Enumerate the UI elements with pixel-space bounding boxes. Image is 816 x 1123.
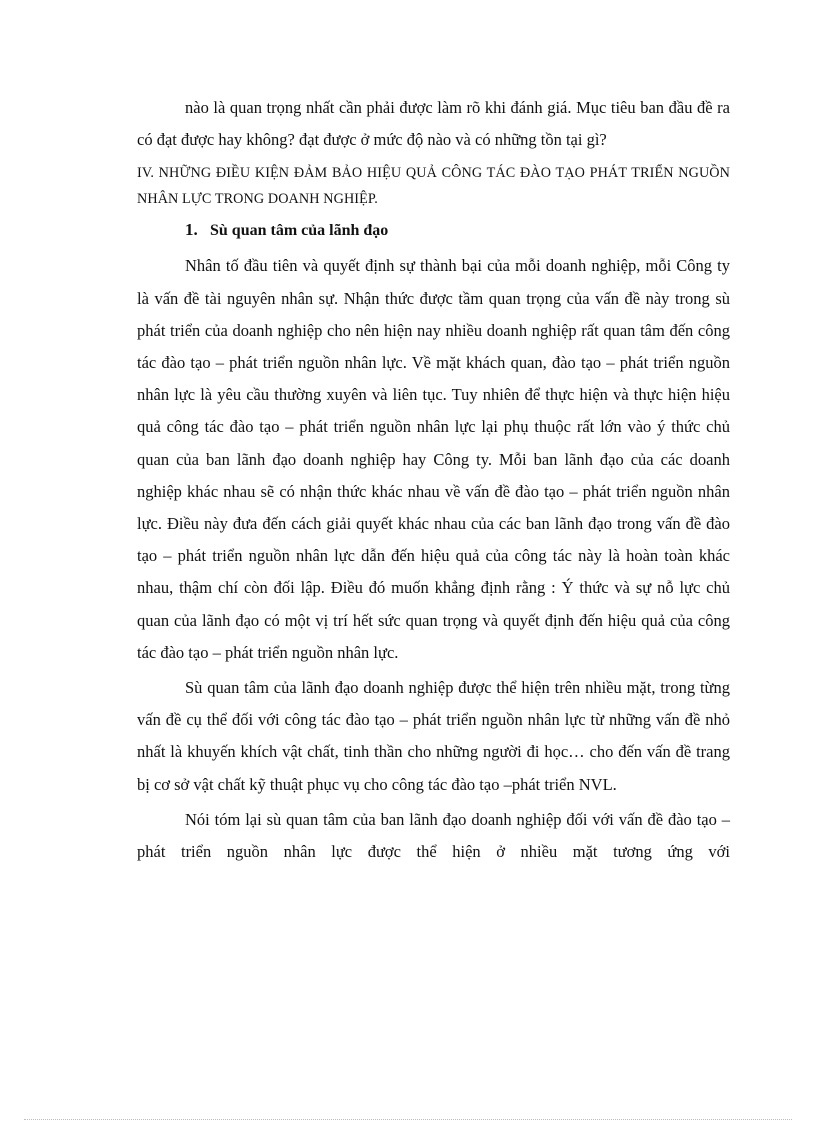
- body-paragraph: Sù quan tâm của lãnh đạo doanh nghiệp được thể hiện trên nhiều mặt, trong từng vấn đề cụ thể đối với công tác đào tạo – phát triển nguồn nhân lực từ những vấn đề nhỏ nhất là khuyến khích vật chất, tinh thần cho những người đi học… cho đến vấn đề trang bị cơ sở vật chất kỹ thuật phục vụ cho công tác đào tạo –phát triển NVL.: [137, 678, 730, 794]
- body-paragraph: Nhân tố đầu tiên và quyết định sự thành bại của mỗi doanh nghiệp, mỗi Công ty là vấn đề tài nguyên nhân sự. Nhận thức được tầm quan trọng của vấn đề này trong sù phát triển của doanh nghiệp cho nên hiện nay nhiều doanh nghiệp rất quan tâm đến công tác đào tạo – phát triển nguồn nhân lực. Về mặt khách quan, đào tạo – phát triển nguồn nhân lực là yêu cầu thường xuyên và liên tục. Tuy nhiên để thực hiện và thực hiện hiệu quả công tác đào tạo – phát triển nguồn nhân lực lại phụ thuộc rất lớn vào ý thức chủ quan của ban lãnh đạo doanh nghiệp hay Công ty. Mỗi ban lãnh đạo của các doanh nghiệp khác nhau sẽ có nhận thức khác nhau về vấn đề đào tạo – phát triển nguồn nhân lực. Điều này đưa đến cách giải quyết khác nhau của các ban lãnh đạo trong vấn đề đào tạo – phát triển nguồn nhân lực dẫn đến hiệu quả của công tác này là hoàn toàn khác nhau, thậm chí còn đối lập. Điều đó muốn khẳng định rằng : Ý thức và sự nỗ lực chủ quan của lãnh đạo có một vị trí hết sức quan trọng và quyết định đến hiệu quả của công tác đào tạo – phát triển nguồn nhân lực.: [137, 256, 730, 662]
- intro-paragraph: nào là quan trọng nhất cần phải được làm rõ khi đánh giá. Mục tiêu ban đầu đề ra có đạt được hay không? đạt được ở mức độ nào và có những tồn tại gì?: [137, 98, 730, 150]
- section-heading: IV. NHỮNG ĐIỀU KIỆN ĐẢM BẢO HIỆU QUẢ CÔNG TÁC ĐÀO TẠO PHÁT TRIỂN NGUỒN NHÂN LỰC TRONG DOANH NGHIỆP.: [137, 165, 730, 208]
- subsection-title: Sù quan tâm của lãnh đạo: [210, 222, 389, 240]
- subsection-number: 1.: [185, 220, 198, 240]
- page-bottom-divider: [24, 1119, 792, 1120]
- document-page: [137, 92, 730, 868]
- body-paragraph: Nói tóm lại sù quan tâm của ban lãnh đạo doanh nghiệp đối với vấn đề đào tạo – phát triển nguồn nhân lực được thể hiện ở nhiều mặt tương ứng với: [137, 809, 730, 862]
- subsection-heading: [185, 216, 730, 248]
